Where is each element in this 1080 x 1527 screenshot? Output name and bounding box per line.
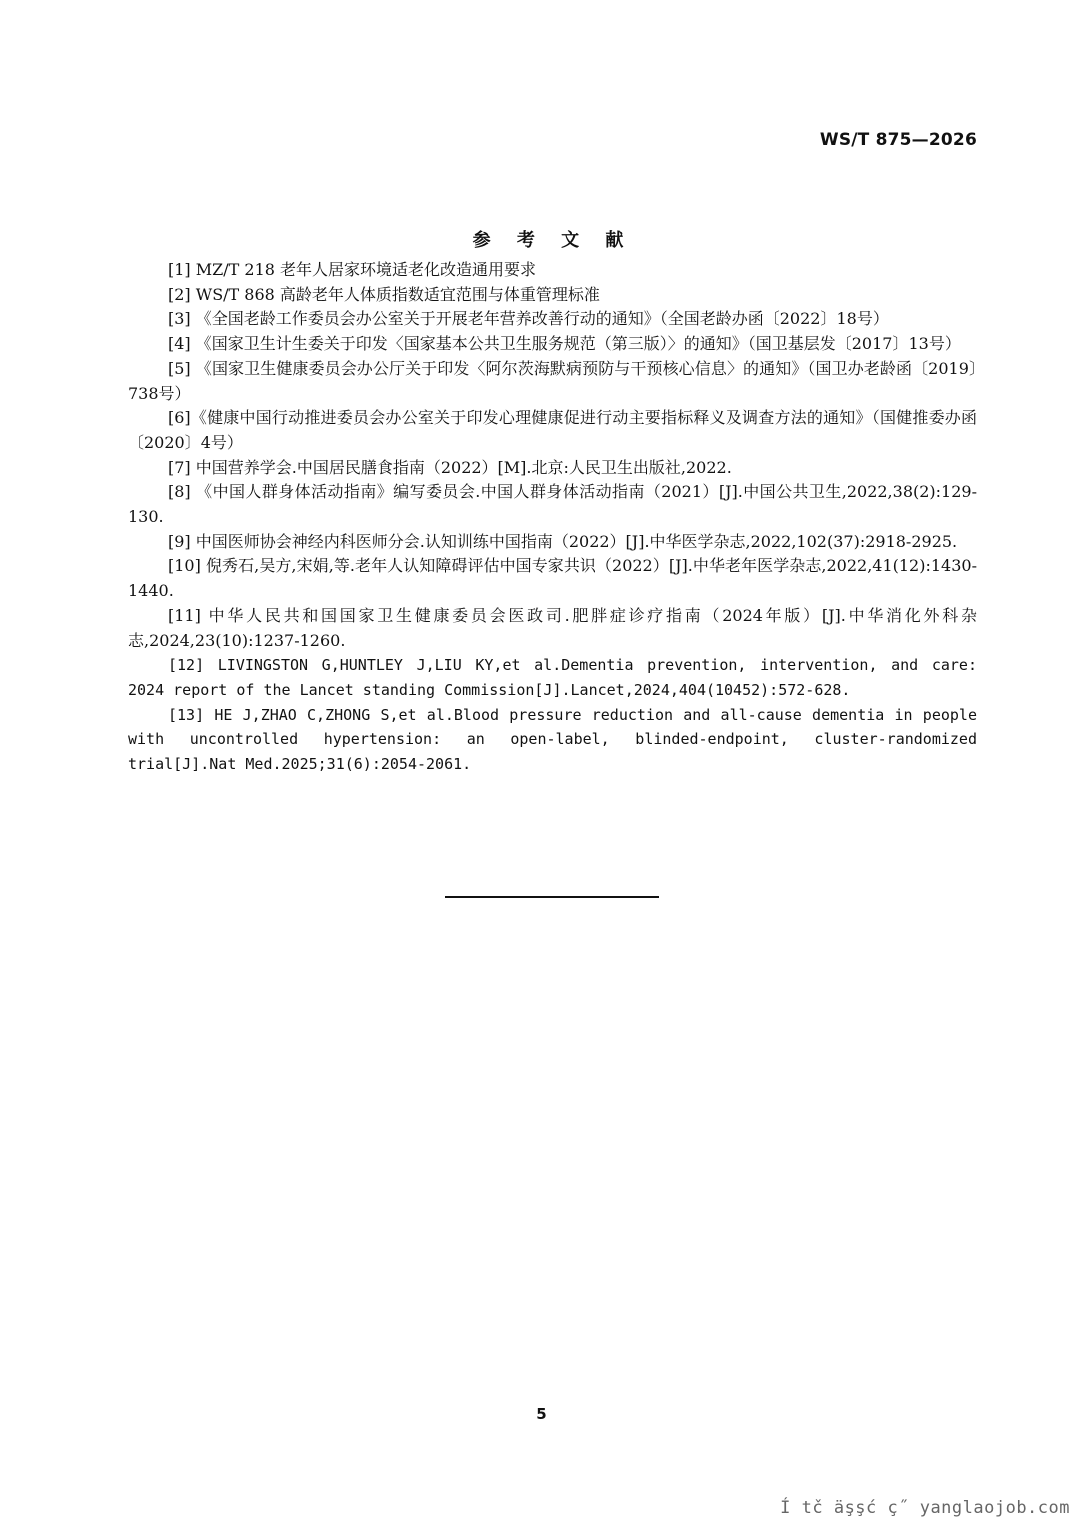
reference-item: [8] 《中国人群身体活动指南》编写委员会.中国人群身体活动指南（2021）[J].中国公共卫生,2022,38(2):129-130. xyxy=(128,482,977,527)
reference-item: [4] 《国家卫生计生委关于印发〈国家基本公共卫生服务规范（第三版）〉的通知》（国卫基层发〔2017〕13号） xyxy=(168,334,961,354)
page-number: 5 xyxy=(536,1405,547,1423)
reference-item: [13] HE J,ZHAO C,ZHONG S,et al.Blood pressure reduction and all-cause dementia in people with uncontrolled hypertension: an open-label, blinded-endpoint, cluster-randomized trial[J].Nat Med.2025;31(6):2054-2061. xyxy=(128,705,977,774)
reference-item: [6]《健康中国行动推进委员会办公室关于印发心理健康促进行动主要指标释义及调查方法的通知》（国健推委办函〔2020〕4号） xyxy=(128,408,977,452)
reference-item: [3] 《全国老龄工作委员会办公室关于开展老年营养改善行动的通知》（全国老龄办函〔2022〕18号） xyxy=(168,309,889,329)
reference-item: [10] 倪秀石,吴方,宋娟,等.老年人认知障碍评估中国专家共识（2022）[J].中华老年医学杂志,2022,41(12):1430-1440. xyxy=(128,556,977,601)
reference-item: [9] 中国医师协会神经内科医师分会.认知训练中国指南（2022）[J].中华医学杂志,2022,102(37):2918-2925. xyxy=(168,531,958,551)
reference-list xyxy=(128,258,977,777)
end-rule xyxy=(445,896,659,898)
reference-item: [2] WS/T 868 高龄老年人体质指数适宜范围与体重管理标准 xyxy=(168,284,600,304)
reference-item: [12] LIVINGSTON G,HUNTLEY J,LIU KY,et al.Dementia prevention, intervention, and care: 2024 report of the Lancet standing Commission[J].Lancet,2024,404(10452):572-628. xyxy=(128,656,977,699)
reference-item: [5] 《国家卫生健康委员会办公厅关于印发〈阿尔茨海默病预防与干预核心信息〉的通知》（国卫办老龄函〔2019〕738号） xyxy=(128,358,977,403)
reference-item: [1] MZ/T 218 老年人居家环境适老化改造通用要求 xyxy=(168,260,537,279)
standard-number: WS/T 875—2026 xyxy=(819,130,977,150)
reference-item: [11] 中华人民共和国国家卫生健康委员会医政司.肥胖症诊疗指南（2024年版）[J].中华消化外科杂志,2024,23(10):1237-1260. xyxy=(128,605,977,650)
watermark: Í tč äşşć ç˝ yanglaojob.com xyxy=(780,1498,1070,1518)
section-title: 参 考 文 献 xyxy=(472,230,634,251)
reference-item: [7] 中国营养学会.中国居民膳食指南（2022）[M].北京:人民卫生出版社,2022. xyxy=(168,457,732,477)
